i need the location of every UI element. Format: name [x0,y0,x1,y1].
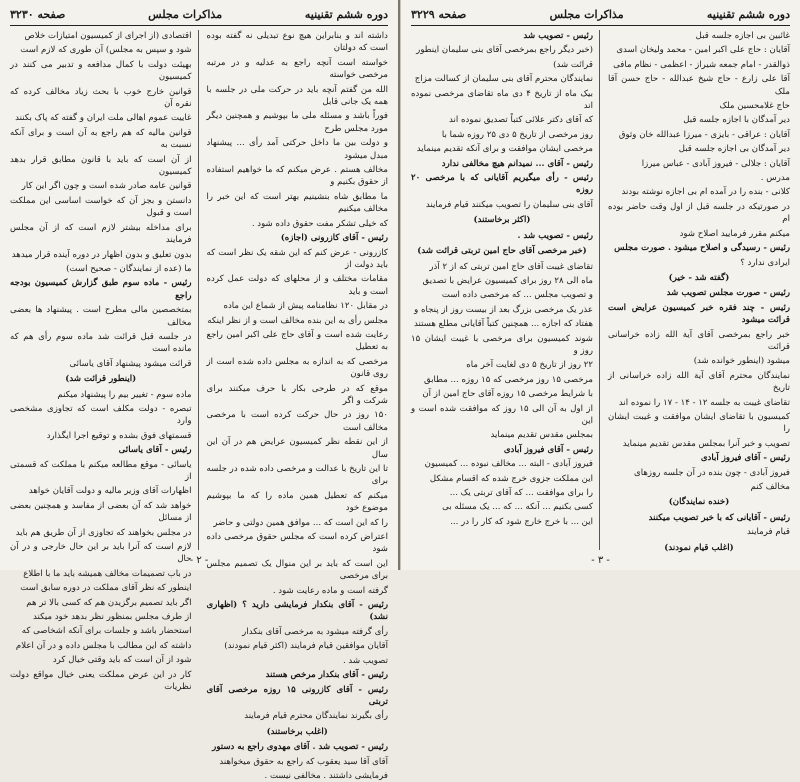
page-number-label: صفحه ۳۲۳۰ [10,7,66,21]
text-line: ما مطابق شاه بنشینیم بهتر است که این خبر را مخالف میکنیم [206,191,388,215]
text-line: مرخصی ۱۵ روز مرخصی که ۱۵ روزه ... مطابق [423,374,593,385]
text-line: با شرایط مرخصی ۱۵ روزه آقای حاج امین از آن [422,389,593,400]
text-line: در جلسه قبل قرائت شد ماده سوم رأی هم که مانده است [10,331,192,355]
text-line: رئیس - آقای ... نمیدانم هیچ مخالفی ندارد [441,158,593,169]
text-line: آقایان موافقین قیام فرمایند (اکثر قیام نمودند) [224,641,388,652]
text-line: الله من گفتم آنچه باید در حرکت ملی در جلسه با همه یک جانی قابل [206,84,388,108]
text-column-left [411,30,600,550]
text-line: رأی گرفته میشود به مرخصی آقای بنکدار [242,626,388,637]
text-line: میکنم که تعطیل همین ماده را که ما بپوشیم موضوع خود [206,490,388,514]
text-line: ماه الی ۲۸ روز برای کمیسیون عرایض با تصدیق [422,275,593,286]
page-footer: - ۲ - [189,555,209,566]
text-line: (اغلب برخاستند) [266,726,328,737]
text-line: که خیلی تشکر مفت حقوق داده شود . [251,218,388,229]
text-line: این مملکت جزوی خرج شده که اقسام مشکل [429,473,593,484]
text-line: اینطور که نظر آقای مملکت در دوره سابق است [20,583,192,594]
text-line: بیک ماه از تاریخ ۴ دی ماه تقاضای مرخصی نموده اند [411,88,593,112]
page-header [10,6,388,26]
text-line: بدون تعلیق و بدون اظهار در دوره آینده قرار میدهد [11,249,192,260]
text-line: و تصویب مجلس ... که مرخصی داده است [441,290,593,301]
text-line: اگر باید تصمیم برگزیدن هم که کسی بالا تر هم [26,597,192,608]
text-line: (اکثر برخاستند) [473,215,531,226]
text-line: رئیس - آقای فیروز آبادی [700,453,790,464]
text-line: یاسائی - موقع مطالعه میکنم با مملکت که قسمتی از [10,459,192,482]
text-line: رئیس - آقایانی که با خبر تصویب میکنند [648,512,790,523]
text-line: مخالف هستم . عرض میکنم که ما خواهیم استفاده از حقوق بکنیم و [206,165,388,188]
session-label: دوره ششم تقنینیه [304,7,388,21]
text-line: رئیس - تصویب شد . [517,230,593,241]
text-line: تصویب شد . [342,655,388,666]
text-line: آقا علی زارع - حاج شیخ عبدالله - حاج حسن آقا ملک [608,74,790,97]
text-line: (گفته شد - خیر) [668,272,730,283]
text-line: غائبین بی اجازه جلسه قبل [695,31,790,41]
text-line: بمتخصصین مالی مطرح است . پیشنهاد ها بعضی مخالف [10,305,192,328]
text-column-left [10,30,199,693]
text-line: برای مداخله بیشتر لازم است که از آن مجلس فرمایند [10,222,192,246]
text-line: آقایان : عراقی - بایزی - میرزا عبدالله خان وثوق [618,129,790,140]
text-line: ما (عده از نمایندگان - صحیح است) [66,263,192,274]
text-line: رئیس - آقای یاسائی [118,445,192,456]
text-line: در مقابل ۱۲۰ نظامنامه پیش از شماع این ماده [223,301,388,312]
text-line: شوند کمیسیون برای مرخصی با غیبت ایشان ۱۵ روز و [411,333,593,356]
text-line: قوانین خارج خوب با بحث زیاد مخالف کرده که نقره آن [10,86,192,110]
text-line: قوانین مالیه که هم راجع به آن است و برای آنکه نسبت به [10,127,192,151]
text-line: ماده سوم - تغییر بیم را پیشنهاد میکنم [57,389,192,400]
session-label: دوره ششم تقنینیه [706,7,790,21]
text-line: مدرس . [760,173,790,184]
text-line: از طرف مجلس بمنظور نظر بدهد خود میکند [33,612,192,623]
page-header [411,6,790,26]
text-line: غاییت عموم اهالی ملت ایران و گفته که پاک بکنند [15,113,192,124]
text-line: رئیس - صورت مجلس تصویب شد [666,288,790,299]
text-line: ۲۲ روز از تاریخ ۵ دی لغایت آخر ماه [466,360,593,371]
text-line: فیروز آبادی - البته ... مخالف نبوده ... کمیسیون [424,459,593,470]
text-line: از آن است که باید با قانون مطابق قرار بدهد کمیسیون [10,154,192,178]
text-line: ۱۵۰ روز در حال حرکت کرده است با مرخصی مخالف است [206,410,388,433]
text-line: کسی بکنیم ... آنکه ... که ... یک مسئله بی [442,502,593,513]
text-line: داشته که این مطالب با مجلس داده و در آن اعلام [15,640,192,651]
text-line: و دولت بین ما داخل حرکتی آمد رأی ... پیشنهاد مبدل میشود [206,138,388,161]
text-line: هفتاد که اجازه ... همچنین کتباً آقایانی مطلع هستند [414,319,593,330]
text-line: شود از آن است که باید وقتی خیال کرد [52,655,192,666]
text-line: (اینطور قرائت شد) [65,374,137,385]
text-line: دیر آمدگان بی اجازه جلسه قبل [678,144,790,155]
text-line: قسمتهای فوق بشده و توقیع اجرا ایگذارد [46,430,192,441]
text-line: اعتراض کرده است که مجلس حقوق مرخصی داده شود [206,532,388,555]
text-columns [10,30,388,781]
text-line: مجلس رأی به این بنده مخالف است و از نظر اینکه [207,315,388,326]
page-footer: - ۳ - [591,555,610,566]
text-line: رئیس - تصویب شد . آقای مهدوی راجع به دستور [212,742,388,753]
text-line: گرفته است و ماده رعایت شود . [272,585,388,596]
text-line: (اغلب قیام نمودند) [664,542,734,553]
text-line: مخالف کنم [750,482,790,492]
text-line: از اول به آن الی ۱۵ روز که موافقت شده است و این [411,403,593,426]
text-line: کلانی - بنده را در آمده ام بی اجازه نوشته بودند [621,187,790,198]
section-label: مذاکرات مجلس [148,7,223,21]
text-line: داشته اند و بنابراین هیچ نوع تبدیلی نه گفته بوده است که دولتان [206,31,388,54]
text-line: از این نقطه نظر کمیسیون عرایض هم در آن این سال [206,437,388,460]
text-line: فرمایشی داشتند . مخالفی نیست . [264,770,388,781]
text-line: کازرونی - عرض کنم که این شقه یک نظر است که باید دولت از [206,247,388,270]
text-line: کمیسیون با تقاضای ایشان موافقت و غیبت ایشان را [608,411,790,435]
text-line: مرخصی که به اندازه به مجلس داده شده است از روی قانون [206,356,388,380]
text-line: اظهارات آقای وزیر مالیه و دولت آقایان خواهد [28,486,192,497]
text-column-right [608,30,790,553]
text-line: مقامات مختلف و از محلهای که دولت عمل کرده است و باید [206,274,388,297]
section-label: مذاکرات مجلس [549,7,624,21]
text-line: تصویب و خبر آنرا بمجلس مقدس تقدیم مینماید [622,438,790,449]
text-line: بهیئت دولت با کمال مدافعه و تدبیر می کنند در کمیسیون [10,59,192,83]
text-line: تا این تاریخ با عدالت و مرخصی داده شده در جلسه برای [206,464,388,487]
text-line: قوانین عامه صادر شده است و چون اگر این کار [21,181,192,192]
text-line: نمایندگان محترم آقای بنی سلیمان از کسالت مزاج [414,74,593,85]
text-line: رعایت شده است و آقای حاج علی اکبر امین راجع به تعطیل [206,329,388,353]
text-line: دیر آمدگان با اجازه جلسه قبل [683,115,790,126]
text-line: رئیس - آقای کازرونی ۱۵ روزه مرخصی آقای تربتی [206,684,388,707]
text-line: تقاضای غیبت به جلسه ۱۲ - ۱۴ - ۱۷ را نموده اند [618,397,790,408]
text-line: رئیس - رأی میگیریم آقایانی که با مرخصی ۲۰ روزه [411,173,593,196]
text-column-right [206,30,389,781]
text-line: رئیس - ماده سوم طبق گزارش کمیسیون بودجه راجع [10,278,192,301]
text-line: خواهد شد که آن بعضی از مفاسد و همچنین بعضی از مسائل [10,500,192,524]
text-line: رئیس - آقای فیروز آبادی [503,444,593,455]
text-line: رئیس - تصویب شد [523,31,593,41]
text-line: ایرادی ندارد ؟ [740,257,790,268]
text-line: قرائت شد) [553,59,593,70]
text-line: در صورتیکه در جلسه قبل از اول وقت حاضر بوده ام [608,201,790,225]
text-line: لازم است که آنرا باید بر این حال خارجی و در آن حال [10,542,192,565]
text-line: (خبر دیگر راجع بمرخصی آقای بنی سلیمان اینطور [416,45,593,56]
text-line: قیام فرمایند [747,527,790,538]
text-line: موقع که در طرحی بکار با حرف میکنند برای شرکت و اگر [206,383,388,406]
text-line: (خنده نمایندگان) [668,497,730,508]
text-line: میکنم مقرر فرمایید اصلاح شود [679,228,790,239]
text-line: رئیس - چند فقره خبر کمیسیون عرایض است قرائت میشود [608,302,790,326]
text-line: ذوالقدر - امام جمعه شیراز - اعظمی - نظام مافی [613,59,790,70]
text-line: استحضار باشد و جلسات برای آنکه اشخاصی که [21,626,192,637]
text-line: دانستن و بجز آن که خواست اساسی این مملکت است و قبول [10,195,192,219]
text-line: میشود (اینطور خوانده شد) [693,356,790,367]
text-line: رئیس - آقای بنکدار مرخص هستند [265,670,388,681]
text-line: آقای بنی سلیمان را تصویب میکنند قیام فرمایند [425,199,593,210]
text-line: رئیس - رسیدگی و اصلاح میشود . صورت مجلس [614,243,790,254]
text-line: در مجلس بخواهند که تجاوزی از آن طریق هم باید [15,527,192,538]
text-line: قرائت میشود پیشنهاد آقای یاسائی [69,358,192,369]
text-line: این ... با خرج خارج شود که کار را در ... [450,516,593,527]
text-line: شود و سپس به مجلس) آن طوری که لازم است [20,45,192,56]
text-line: تبصره - دولت مکلف است که تجاوزی مشخصی وارد [10,403,192,427]
text-line: خبر راجع بمرخصی آقای آیة الله زاده خراسانی قرائت [608,329,790,352]
text-line: آقایان : جلالی - فیروز آبادی - عباس میرزا [641,158,790,169]
text-line: اقتصادی (از اجرای از کمیسیون امتیازات خلاص [24,31,192,41]
text-line: رأی بگیرند نمایندگان محترم قیام فرمایند [244,711,388,722]
text-line: رئیس - آقای بنکدار فرمایشی دارید ؟ (اظهاری نشد) [206,600,388,623]
text-line: تقاضای غیبت آقای حاج امین تربتی که از ۲ آذر [429,261,593,272]
text-line: عذر یک مرخصی بزرگ بعد از بیست روز از پنجاه و [414,304,593,315]
text-line: روز مرخصی از تاریخ ۵ دی ۲۵ روزه شما با [441,129,593,140]
text-line: حاج غلامحسین ملک [719,101,790,112]
text-line: در باب تصمیمات مخالف همیشه باید ما با اطلاع [23,568,192,579]
text-line: که آقای دکتر علائی کتباً تصدیق نموده اند [449,115,593,126]
text-line: مرخصی ایشان موافقت و برای آنکه تقدیم مینماید [416,144,593,155]
text-line: بمجلس مقدس تقدیم مینماید [490,430,593,441]
text-line: فوراً باشد و مسئله ملی ما بپوشیم و همچنین دیگر مورد مجلس طرح [206,111,388,134]
text-line: (خبر مرخصی آقای حاج امین تربتی قرائت شد) [417,246,587,257]
page-3230 [0,0,400,781]
page-number-label: صفحه ۳۲۲۹ [411,7,467,21]
text-line: فیروز آبادی - چون بنده در آن جلسه روزهای [634,467,790,478]
text-line: آقای آقا سید یعقوب که راجع به حقوق میخواهند [219,756,388,767]
text-line: نمایندگان محترم آقای آیة الله زاده خراسانی از تاریخ [608,370,790,394]
text-line: خواسته است آنچه راجع به عدلیه و در مرتبه مرخصی خواسته [206,57,388,81]
text-line: رئیس - آقای کازرونی (اجازه) [280,233,388,244]
text-line: این است که باید بر این منوال یک تصمیم مجلس برای مرخصی [206,558,388,582]
text-columns [411,30,790,553]
text-line: کار در این عرض مملکت یعنی خیال مواقع دولت نظریات [10,669,192,693]
page-3229 [400,0,800,570]
text-line: را برای موافقت ... که آقای تربتی یک ... [449,488,593,498]
text-line: را که این است که ... موافق همین دولتی و حاضر [213,517,388,528]
text-line: آقایان : حاج علی اکبر امین - محمد ولیخان اسدی [616,45,790,56]
